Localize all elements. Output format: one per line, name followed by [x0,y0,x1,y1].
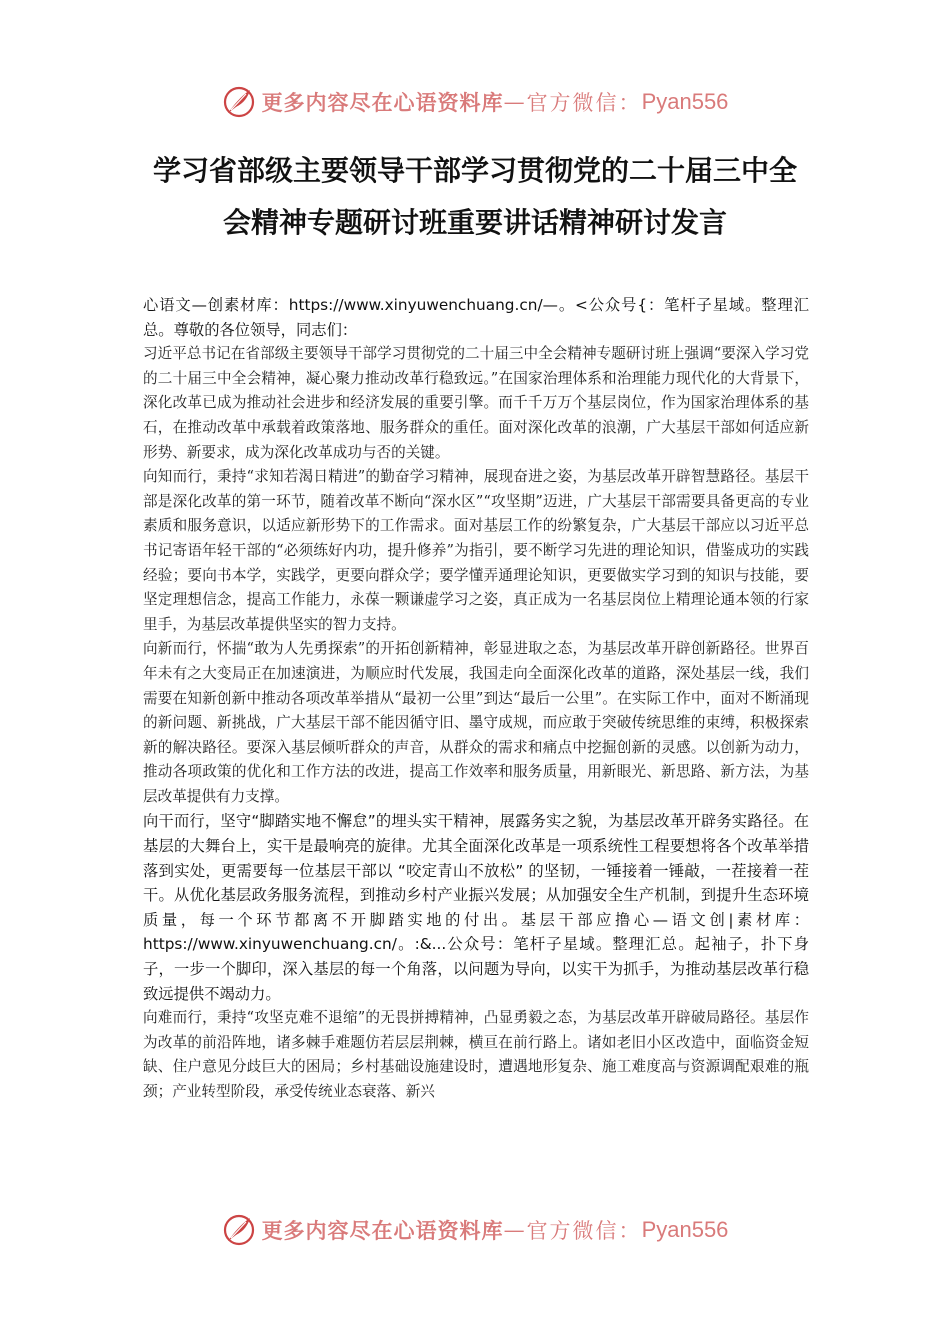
banner-dash: — [503,90,527,114]
banner-wechat-id: Pyan556 [641,89,729,114]
footer-banner-wechat-id: Pyan556 [641,1217,729,1242]
banner-text: 更多内容尽在心语资料库 [261,90,504,115]
body-paragraph-3: 向新而行，怀揣“敢为人先勇探索”的开拓创新精神，彰显进取之态，为基层改革开辟创新路径。世界百年未有之大变局正在加速演进，为顺应时代发展，我国走向全面深化改革的道路，深处基层一线，我们需要在知新创新中推动各项改革举措从“最初一公里”到达“最后一公里”。在实际工作中，面对不断涌现的新问题、新挑战，广大基层干部不能因循守旧、墨守成规，而应敢于突破传统思维的束缚，积极探索新的解决路径。要深入基层倾听群众的声音，从群众的需求和痛点中挖掘创新的灵感。以创新为动力，推动各项政策的优化和工作方法的改进，提高工作效率和服务质量，用新眼光、新思路、新方法，为基层改革提供有力支撑。 [143,640,809,805]
banner-wechat-label: 官方微信： [526,91,642,115]
body-paragraph-2: 向知而行，秉持“求知若渴日精进”的勤奋学习精神，展现奋进之姿，为基层改革开辟智慧路径。基层干部是深化改革的第一环节，随着改革不断向“深水区”“攻坚期”迈进，广大基层干部需要具备更高的专业素质和服务意识，以适应新形势下的工作需求。面对基层工作的纷繁复杂，广大基层干部应以习近平总书记寄语年轻干部的“必须练好内功，提升修养”为指引，要不断学习先进的理论知识，借鉴成功的实践经验；要向书本学，实践学，更要向群众学；要学懂弄通理论知识，更要做实学习到的知识与技能，要坚定理想信念，提高工作能力，永葆一颗谦虚学习之姿，真正成为一名基层岗位上精理论通本领的行家里手，为基层改革提供坚实的智力支持。 [143,468,809,633]
footer-banner-dash: — [503,1218,527,1242]
intro-paragraph: 心语文—创素材库：https://www.xinyuwenchuang.cn/—。<公众号{：笔杆子星域。整理汇总。尊敬的各位领导，同志们： [143,296,809,339]
header-banner [0,80,950,124]
document-body [143,293,809,1105]
feather-logo-icon [222,1213,256,1247]
body-paragraph-5: 向难而行，秉持“攻坚克难不退缩”的无畏拼搏精神，凸显勇毅之态，为基层改革开辟破局路径。基层作为改革的前沿阵地，诸多棘手难题仿若层层荆棘，横亘在前行路上。诸如老旧小区改造中，面临资金短缺、住户意见分歧巨大的困局；乡村基础设施建设时，遭遇地形复杂、施工难度高与资源调配艰难的瓶颈；产业转型阶段，承受传统业态衰落、新兴 [143,1009,809,1100]
footer-banner [0,1208,950,1252]
body-paragraph-1: 习近平总书记在省部级主要领导干部学习贯彻党的二十届三中全会精神专题研讨班上强调“要深入学习党的二十届三中全会精神，凝心聚力推动改革行稳致远。”在国家治理体系和治理能力现代化的大背景下，深化改革已成为推动社会进步和经济发展的重要引擎。而千千万万个基层岗位，作为国家治理体系的基石，在推动改革中承载着政策落地、服务群众的重任。面对深化改革的浪潮，广大基层干部如何适应新形势、新要求，成为深化改革成功与否的关键。 [143,345,809,461]
body-paragraph-4: 向干而行，坚守“脚踏实地不懈怠”的埋头实干精神，展露务实之貌，为基层改革开辟务实路径。在基层的大舞台上，实干是最响亮的旋律。尤其全面深化改革是一项系统性工程要想将各个改革举措落到实处，更需要每一位基层干部以 “咬定青山不放松” 的坚韧，一锤接着一锤敲，一茬接着一茬干。从优化基层政务服务流程，到推动乡村产业振兴发展；从加强安全生产机制，到提升生态环境质量，每一个环节都离不开脚踏实地的付出。基层干部应撸心—语文创|素材库：https://www.xinyuwenchuang.cn/。:&...公众号：笔杆子星域。整理汇总。起袖子，扑下身子，一步一个脚印，深入基层的每一个角落，以问题为导向，以实干为抓手，为推动基层改革行稳致远提供不竭动力。 [143,812,809,1003]
footer-banner-text: 更多内容尽在心语资料库 [261,1218,504,1243]
footer-banner-wechat-label: 官方微信： [526,1219,642,1243]
document-title-line-2: 会精神专题研讨班重要讲话精神研讨发言 [222,206,727,239]
document-title-line-1: 学习省部级主要领导干部学习贯彻党的二十届三中全 [152,154,797,187]
feather-logo-icon [222,85,256,119]
